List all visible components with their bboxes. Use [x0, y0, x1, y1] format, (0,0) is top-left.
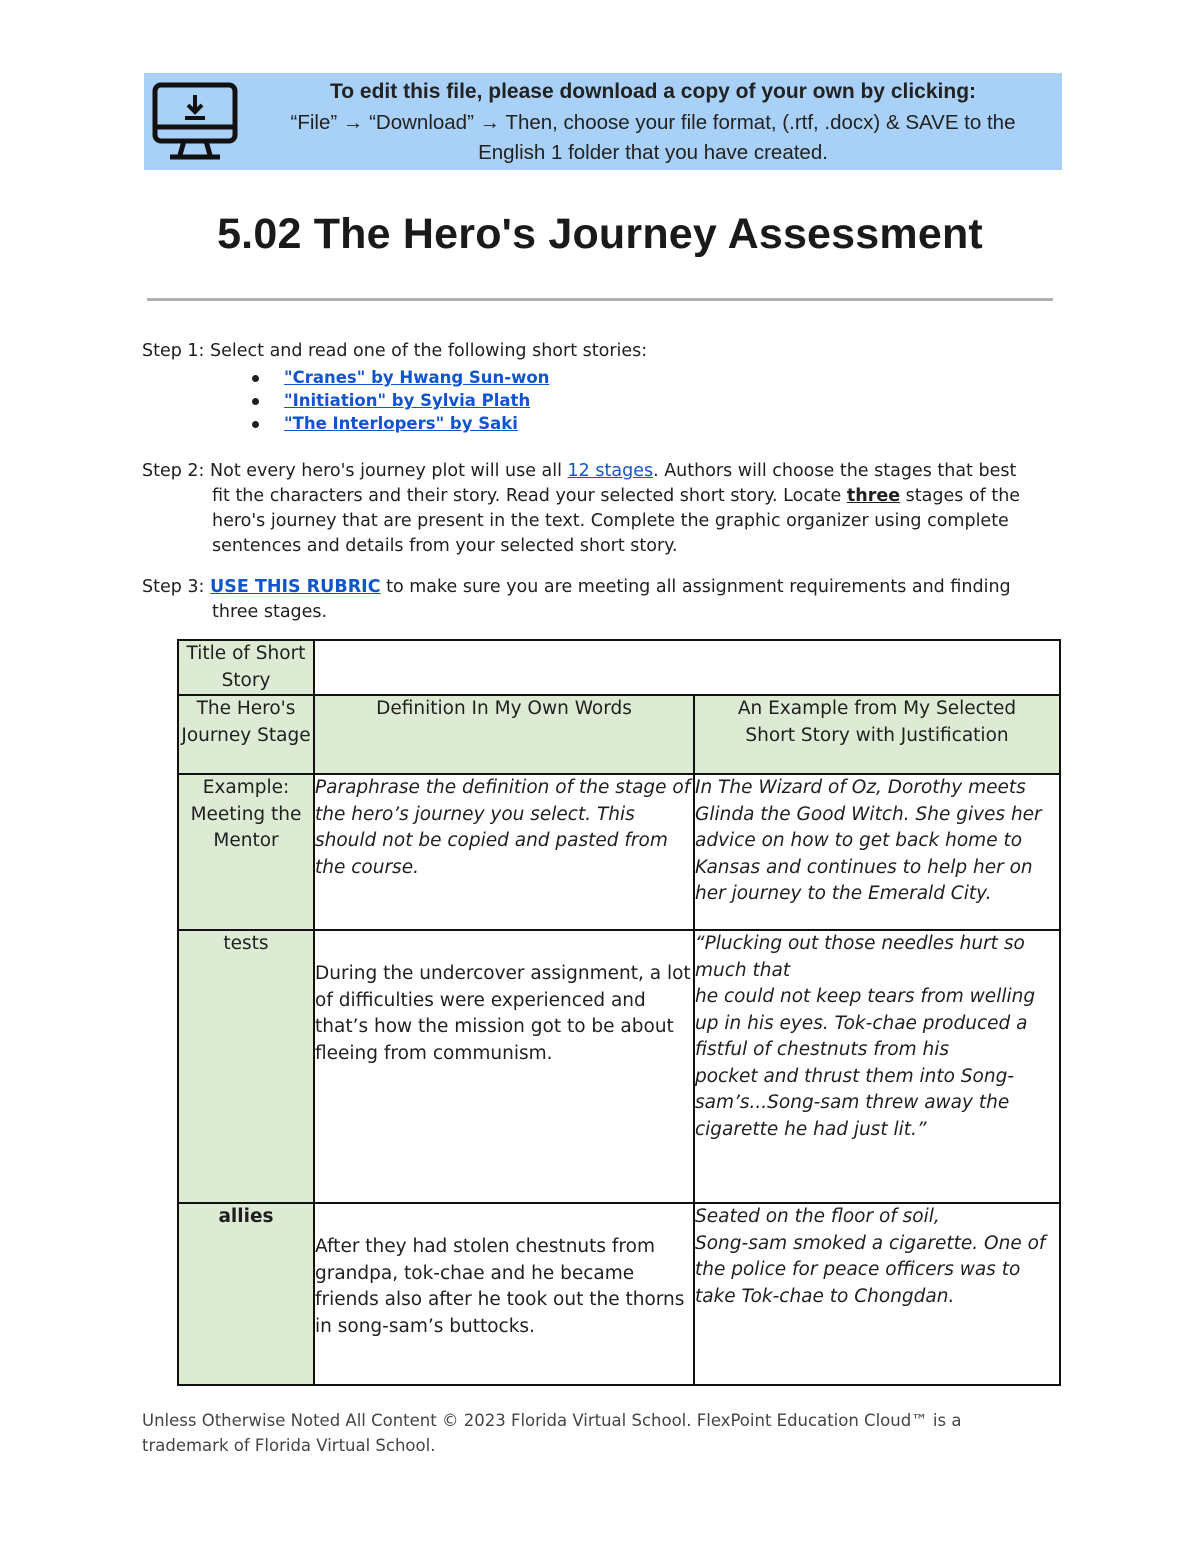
banner-instructions: “File” → “Download” → Then, choose your file format, (.rtf, .docx) & SAVE to the	[290, 111, 1016, 134]
step-3	[142, 575, 1011, 625]
banner-instructions-cont: English 1 folder that you have created.	[478, 141, 828, 164]
step-2	[142, 459, 1020, 559]
step-2-text: Not every hero's journey plot will use all	[204, 461, 568, 481]
example-line: Seated on the floor of soil,	[695, 1206, 940, 1227]
title-divider	[147, 298, 1053, 301]
example-cell[interactable]	[694, 1203, 1060, 1385]
header-stage: The Hero's Journey Stage	[178, 695, 314, 774]
step-1-text: Select and read one of the following short stories:	[204, 341, 648, 361]
story-link-interlopers[interactable]: "The Interlopers" by Saki	[284, 414, 518, 433]
example-line: Song-sam smoked a cigarette. One of the police for peace officers was to take Tok-chae to Chongdan.	[695, 1232, 1046, 1307]
step-3-text: to make sure you are meeting all assignment requirements and finding	[380, 577, 1011, 597]
step-2-label: Step 2:	[142, 461, 205, 481]
bullet-icon	[252, 375, 259, 382]
story-link-cranes[interactable]: "Cranes" by Hwang Sun-won	[284, 368, 550, 387]
twelve-stages-link[interactable]: 12 stages	[567, 461, 654, 481]
table-row	[178, 774, 1060, 930]
table-row	[178, 640, 1060, 695]
header-definition: Definition In My Own Words	[314, 695, 694, 774]
example-line: pocket and thrust them into Song-sam’s...Song-sam threw away the cigarette he had just lit.”	[695, 1065, 1015, 1140]
table-row	[178, 930, 1060, 1203]
table-header-row	[178, 695, 1060, 774]
stage-cell[interactable]: tests	[178, 930, 314, 1203]
rubric-link[interactable]: USE THIS RUBRIC	[210, 577, 381, 597]
three-emphasis: three	[846, 486, 901, 506]
example-cell[interactable]	[694, 930, 1060, 1203]
example-example-cell: In The Wizard of Oz, Dorothy meets Glinda the Good Witch. She gives her advice on how to get back home to Kansas and continues to help her on her journey to the Emerald City.	[694, 774, 1060, 930]
step-1	[142, 339, 647, 364]
step-3-line-2: three stages.	[212, 602, 328, 622]
banner-heading: To edit this file, please download a copy of your own by clicking:	[329, 80, 977, 103]
example-line: “Plucking out those needles hurt so much that	[695, 933, 1025, 981]
step-2-text-cont: . Authors will choose the stages that best	[653, 461, 1017, 481]
story-list	[252, 366, 549, 435]
table-row	[178, 1203, 1060, 1385]
step-2-line-3: hero's journey that are present in the text. Complete the graphic organizer using complete	[212, 511, 1009, 531]
step-2-line-2: fit the characters and their story. Read your selected short story. Locate	[212, 486, 847, 506]
download-instructions-banner	[144, 73, 1062, 170]
definition-cell[interactable]: After they had stolen chestnuts from grandpa, tok-chae and he became friends also after he took out the thorns in song-sam’s buttocks.	[314, 1203, 694, 1385]
definition-cell[interactable]: During the undercover assignment, a lot of difficulties were experienced and that’s how the mission got to be about fleeing from communism.	[314, 930, 694, 1203]
page-title: 5.02 The Hero's Journey Assessment	[217, 210, 983, 258]
example-stage-cell: Example: Meeting the Mentor	[178, 774, 314, 930]
example-definition-cell: Paraphrase the definition of the stage of the hero’s journey you select. This should not be copied and pasted from the course.	[314, 774, 694, 930]
list-item	[252, 366, 549, 389]
bullet-icon	[252, 421, 259, 428]
title-label-cell: Title of Short Story	[178, 640, 314, 695]
bullet-icon	[252, 398, 259, 405]
stage-cell[interactable]: allies	[178, 1203, 314, 1385]
graphic-organizer-table	[177, 639, 1061, 1386]
step-2-line-4: sentences and details from your selected short story.	[212, 536, 678, 556]
list-item	[252, 389, 549, 412]
step-3-label: Step 3:	[142, 577, 205, 597]
list-item	[252, 412, 549, 435]
banner-text	[244, 77, 1062, 167]
header-example: An Example from My Selected Short Story with Justification	[694, 695, 1060, 774]
step-2-line-2-end: stages of the	[900, 486, 1021, 506]
copyright-footer: Unless Otherwise Noted All Content © 2023 Florida Virtual School. FlexPoint Education Cloud™ is a trademark of Florida Virtual School.	[142, 1411, 962, 1455]
title-input-cell[interactable]	[314, 640, 1060, 695]
step-1-label: Step 1:	[142, 341, 205, 361]
download-monitor-icon	[152, 79, 240, 163]
example-line: he could not keep tears from welling up in his eyes. Tok-chae produced a fistful of chestnuts from his	[695, 986, 1036, 1060]
story-link-initiation[interactable]: "Initiation" by Sylvia Plath	[284, 391, 531, 410]
